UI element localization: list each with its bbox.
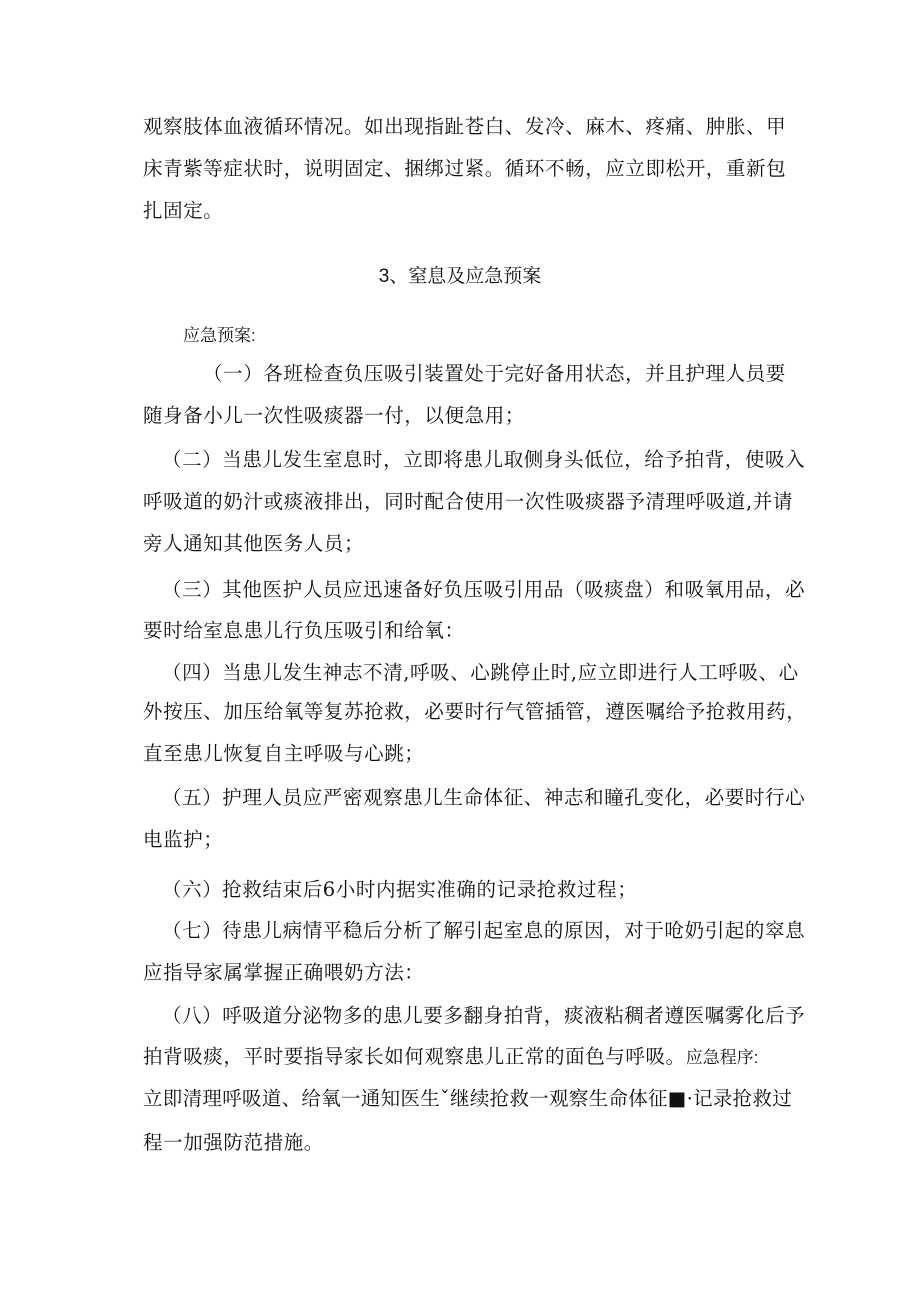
- plan-item-line: （三）其他医护人员应迅速备好负压吸引用品（吸痰盘）和吸氧用品，必: [162, 578, 806, 601]
- plan-item-line: 呼吸道的奶汁或痰液排出，同时配合使用一次性吸痰器予清理呼吸道,并请: [143, 490, 793, 513]
- intro-line: 床青紫等症状时，说明固定、捆绑过紧。循环不畅，应立即松开，重新包: [143, 157, 787, 180]
- plan-item-line: [143, 1041, 758, 1069]
- plan-item-line: （五）护理人员应严密观察患儿生命体征、神志和瞳孔变化，必要时行心: [162, 786, 806, 809]
- plan-item-line: 直至患儿恢复自主呼吸与心跳；: [143, 742, 425, 765]
- procedure-label: 应急程序:: [685, 1048, 759, 1067]
- intro-line: 扎固定。: [143, 199, 224, 222]
- plan-item-line: 随身备小儿一次性吸痰器一付，以便急用；: [143, 404, 525, 427]
- section-title: 3、窒息及应急预案: [378, 266, 542, 287]
- plan-label: 应急预案:: [183, 326, 256, 345]
- plan-item-line: （八）呼吸道分泌物多的患儿要多翻身拍背，痰液粘稠者遵医嘱雾化后予: [162, 1004, 806, 1027]
- procedure-line: 立即清理呼吸道、给氧一通知医生ˇ继续抢救一观察生命体征■·记录抢救过: [143, 1087, 793, 1110]
- plan-item-line: 应指导家属掌握正确喂奶方法：: [143, 961, 425, 984]
- plan-item-line: 旁人通知其他医务人员；: [143, 532, 365, 555]
- intro-line: 观察肢体血液循环情况。如出现指趾苍白、发冷、麻木、疼痛、肿胀、甲: [143, 115, 787, 138]
- plan-item-line: 电监护；: [143, 828, 224, 851]
- procedure-line: 程一加强防范措施。: [143, 1131, 324, 1154]
- plan-item-line: （二）当患儿发生室息时，立即将患儿取侧身头低位，给予拍背，使吸入: [162, 448, 806, 471]
- plan-item-line: 要时给室息患儿行负压吸引和给氧：: [143, 619, 465, 642]
- plan-item-line: （四）当患儿发生神志不清,呼吸、心跳停止时,应立即进行人工呼吸、心: [162, 661, 799, 684]
- plan-item-line: （一）各班检查负压吸引装置处于完好备用状态，并且护理人员要: [203, 362, 786, 385]
- plan-item-line: （六）抢救结束后6小时内据实准确的记录抢救过程；: [162, 878, 638, 901]
- plan-item-line: （七）待患儿病情平稳后分析了解引起室息的原因，对于呛奶引起的窣息: [162, 919, 806, 942]
- plan-item-line: 外按压、加压给氧等复苏抢救，必要时行气管插管，遵医嘱给予抢救用药，: [143, 700, 807, 723]
- plan-item-text: 拍背吸痰，平时要指导家长如何观察患儿正常的面色与呼吸。: [143, 1045, 686, 1068]
